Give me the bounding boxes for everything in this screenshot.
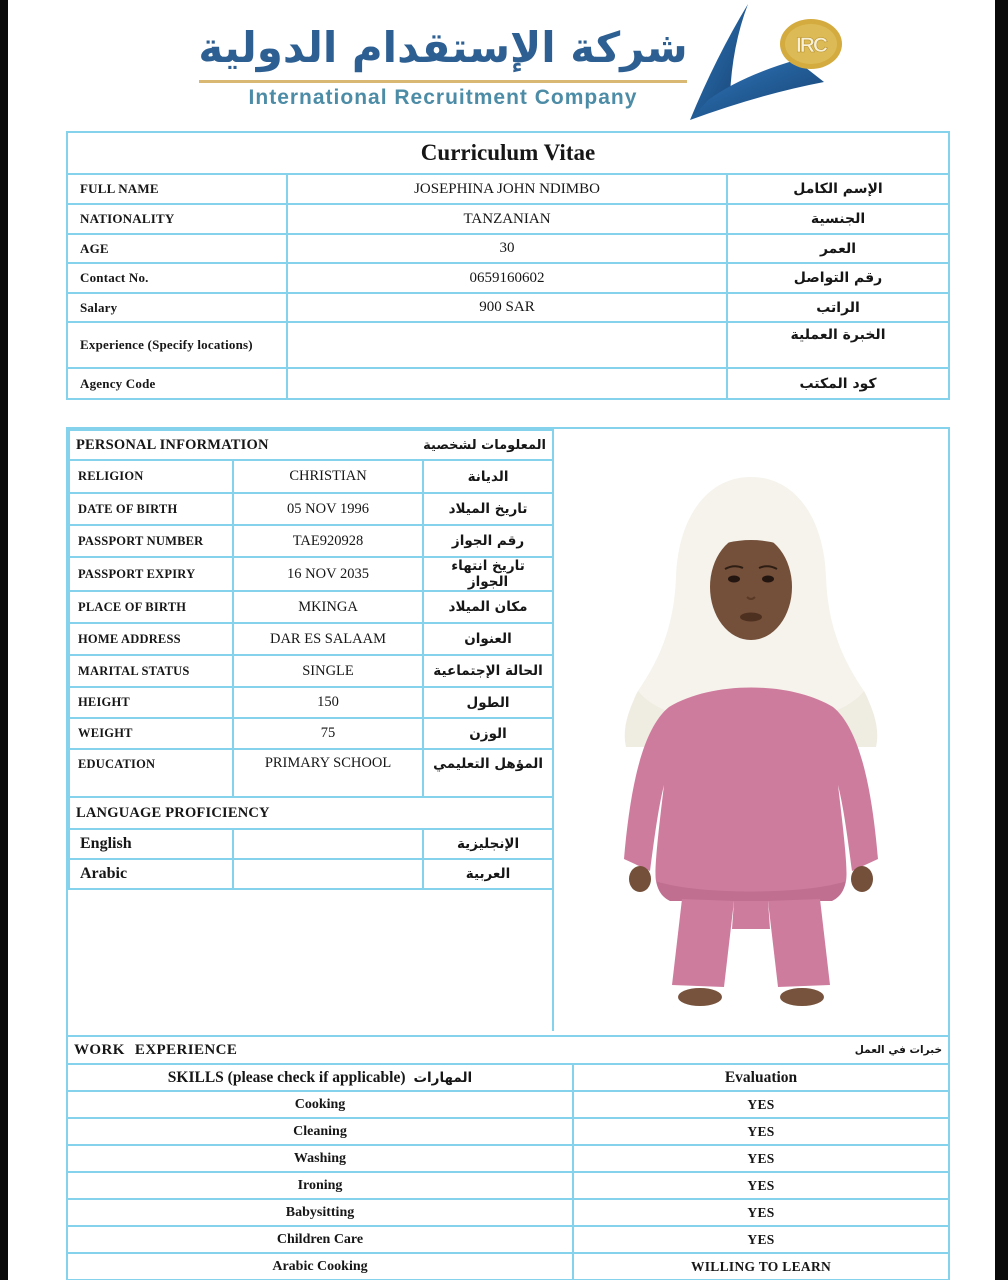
field-label-arabic: الديانة — [423, 460, 553, 493]
skill-evaluation: YES — [573, 1145, 949, 1172]
table-row — [67, 174, 949, 204]
table-row — [69, 718, 553, 749]
skill-evaluation: WILLING TO LEARN — [573, 1253, 949, 1280]
table-row — [67, 322, 949, 368]
field-label-arabic: مكان الميلاد — [423, 591, 553, 623]
field-value — [287, 322, 727, 368]
skill-name: Cooking — [67, 1091, 573, 1118]
field-label: Contact No. — [67, 263, 287, 293]
skills-header-arabic: المهارات — [413, 1069, 473, 1086]
language-section-title: LANGUAGE PROFICIENCY — [76, 804, 270, 821]
skill-evaluation: YES — [573, 1226, 949, 1253]
field-value: TANZANIAN — [287, 204, 727, 234]
field-label: NATIONALITY — [67, 204, 287, 234]
applicant-photo-illustration — [554, 429, 948, 1031]
field-label-arabic: الوزن — [423, 718, 553, 749]
field-value — [287, 368, 727, 399]
field-label: PLACE OF BIRTH — [69, 591, 233, 623]
field-label: WEIGHT — [69, 718, 233, 749]
field-value: TAE920928 — [233, 525, 423, 557]
field-label: Experience (Specify locations) — [67, 322, 287, 368]
language-value — [233, 829, 423, 859]
field-label: AGE — [67, 234, 287, 263]
field-label: MARITAL STATUS — [69, 655, 233, 687]
field-label-arabic: العنوان — [423, 623, 553, 655]
table-row — [67, 293, 949, 322]
applicant-photo — [552, 429, 948, 1031]
field-value: 75 — [233, 718, 423, 749]
field-label-arabic: الخبرة العملية — [727, 322, 949, 368]
table-row — [67, 204, 949, 234]
field-label-arabic: تاريخ الميلاد — [423, 493, 553, 525]
skill-name: Washing — [67, 1145, 573, 1172]
field-label: EDUCATION — [69, 749, 233, 797]
table-row — [69, 859, 553, 889]
field-label-arabic: العمر — [727, 234, 949, 263]
field-label: PASSPORT NUMBER — [69, 525, 233, 557]
field-label-arabic: الطول — [423, 687, 553, 718]
table-row — [69, 749, 553, 797]
field-value: SINGLE — [233, 655, 423, 687]
section-header-row — [69, 797, 553, 829]
skill-evaluation: YES — [573, 1172, 949, 1199]
work-experience-title-arabic: خبرات في العمل — [854, 1044, 943, 1056]
section-header-row — [67, 1036, 949, 1064]
section-title-arabic: المعلومات لشخصية — [423, 437, 547, 453]
table-row — [69, 591, 553, 623]
field-label-arabic: رقم التواصل — [727, 263, 949, 293]
table-row — [69, 493, 553, 525]
skill-row — [67, 1118, 949, 1145]
field-label: FULL NAME — [67, 174, 287, 204]
table-row — [67, 263, 949, 293]
field-label-arabic: الجنسية — [727, 204, 949, 234]
skills-header: SKILLS (please check if applicable) — [167, 1068, 406, 1086]
field-label-arabic: الإسم الكامل — [727, 174, 949, 204]
document-page — [8, 0, 995, 1280]
evaluation-header: Evaluation — [573, 1064, 949, 1091]
table-row — [69, 655, 553, 687]
table-row — [69, 687, 553, 718]
table-row — [69, 525, 553, 557]
logo-badge-label: IRC — [795, 34, 827, 57]
company-logo-text — [193, 18, 693, 110]
table-row — [67, 234, 949, 263]
skill-evaluation: YES — [573, 1118, 949, 1145]
skill-row — [67, 1253, 949, 1280]
table-row — [69, 460, 553, 493]
work-experience-table — [66, 1035, 950, 1280]
cv-title-row — [67, 132, 949, 174]
field-label-arabic: الحالة الإجتماعية — [423, 655, 553, 687]
skill-row — [67, 1145, 949, 1172]
field-label-arabic: كود المكتب — [727, 368, 949, 399]
field-label-arabic: الراتب — [727, 293, 949, 322]
personal-info-section — [66, 427, 950, 1037]
company-name-english: International Recruitment Company — [248, 86, 638, 109]
company-name-arabic: شركة الإستقدام الدولية — [198, 23, 688, 72]
field-label-arabic: رقم الجواز — [423, 525, 553, 557]
personal-info-table — [68, 429, 554, 890]
field-value: 05 NOV 1996 — [233, 493, 423, 525]
field-label-arabic: المؤهل التعليمي — [423, 749, 553, 797]
field-value: DAR ES SALAAM — [233, 623, 423, 655]
language-label: Arabic — [69, 859, 233, 889]
table-row — [67, 368, 949, 399]
company-logo-icon — [686, 2, 871, 122]
language-label-arabic: العربية — [423, 859, 553, 889]
field-value: 0659160602 — [287, 263, 727, 293]
field-value: 150 — [233, 687, 423, 718]
field-label: HOME ADDRESS — [69, 623, 233, 655]
skill-evaluation: YES — [573, 1199, 949, 1226]
field-value: CHRISTIAN — [233, 460, 423, 493]
skill-row — [67, 1226, 949, 1253]
field-value: JOSEPHINA JOHN NDIMBO — [287, 174, 727, 204]
field-label: RELIGION — [69, 460, 233, 493]
skill-evaluation: YES — [573, 1091, 949, 1118]
company-header — [8, 0, 995, 122]
cv-summary-table — [66, 131, 950, 400]
section-title: PERSONAL INFORMATION — [76, 436, 269, 453]
field-label-arabic: تاريخ انتهاء الجواز — [423, 557, 553, 591]
skill-name: Ironing — [67, 1172, 573, 1199]
logo-underline — [199, 80, 687, 83]
field-value: MKINGA — [233, 591, 423, 623]
language-label-arabic: الإنجليزية — [423, 829, 553, 859]
field-label: HEIGHT — [69, 687, 233, 718]
skill-row — [67, 1091, 949, 1118]
field-value: 900 SAR — [287, 293, 727, 322]
table-row — [69, 557, 553, 591]
field-value: 30 — [287, 234, 727, 263]
skill-row — [67, 1172, 949, 1199]
skill-name: Arabic Cooking — [67, 1253, 573, 1280]
skill-name: Babysitting — [67, 1199, 573, 1226]
field-label: DATE OF BIRTH — [69, 493, 233, 525]
language-label: English — [69, 829, 233, 859]
table-row — [69, 623, 553, 655]
document-title: Curriculum Vitae — [67, 132, 949, 174]
skill-name: Children Care — [67, 1226, 573, 1253]
field-value: 16 NOV 2035 — [233, 557, 423, 591]
field-value: PRIMARY SCHOOL — [233, 749, 423, 797]
skill-row — [67, 1199, 949, 1226]
language-value — [233, 859, 423, 889]
field-label: Agency Code — [67, 368, 287, 399]
field-label: Salary — [67, 293, 287, 322]
work-experience-title: WORK EXPERIENCE — [74, 1041, 238, 1058]
skills-header-row — [67, 1064, 949, 1091]
skill-name: Cleaning — [67, 1118, 573, 1145]
table-row — [69, 829, 553, 859]
field-label: PASSPORT EXPIRY — [69, 557, 233, 591]
section-header-row — [69, 430, 553, 460]
